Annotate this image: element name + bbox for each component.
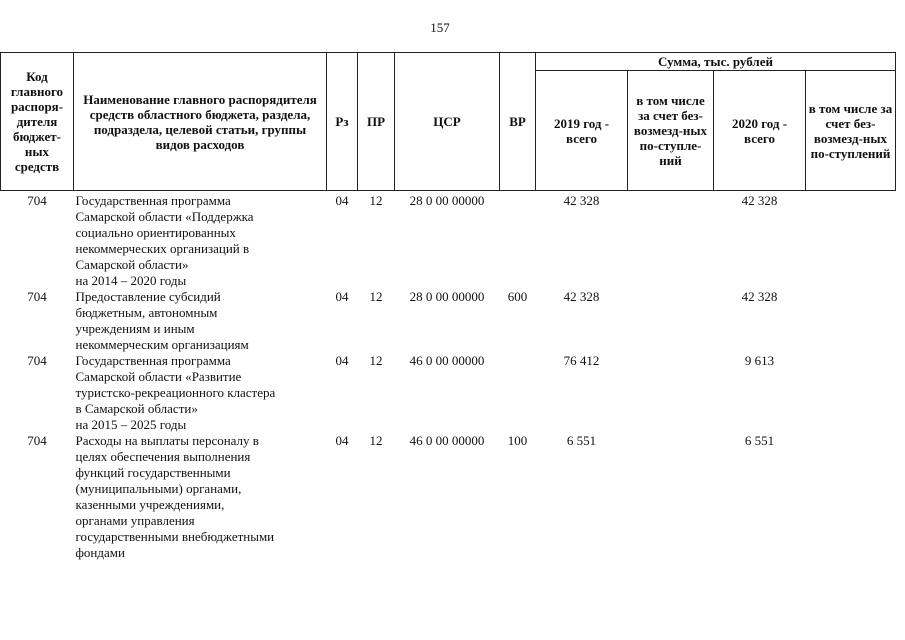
row-2020-total: 9 613 bbox=[744, 353, 775, 368]
row-2020-free bbox=[806, 353, 896, 433]
header-2020-total: 2020 год - всего bbox=[714, 71, 806, 191]
header-csr: ЦСР bbox=[395, 53, 500, 191]
row-2019-free bbox=[628, 191, 714, 290]
header-sum-group: Сумма, тыс. рублей bbox=[536, 53, 896, 71]
header-rz: Рз bbox=[327, 53, 358, 191]
row-name: Расходы на выплаты персоналу в целях обеспечения выполнения функций государственными (муниципальными) органами, казенными учреждениями, органами управления государственными внебюджетными фондами bbox=[75, 433, 275, 560]
row-name: Государственная программа Самарской области «Развитие туристско-рекреационного кластера в Самарской области» на 2015 – 2025 годы bbox=[75, 353, 276, 432]
row-2019-free bbox=[628, 433, 714, 561]
row-vr: 100 bbox=[507, 433, 528, 448]
row-2019-total: 42 328 bbox=[563, 193, 600, 208]
header-code: Код главного распоря-дителя бюджет-ных средств bbox=[1, 53, 74, 191]
row-2019-free bbox=[628, 289, 714, 353]
row-name: Государственная программа Самарской области «Поддержка социально ориентированных некоммерческих организаций в Самарской области» на 2014 – 2020 годы bbox=[75, 193, 254, 288]
header-pr: ПР bbox=[358, 53, 395, 191]
header-2019-total: 2019 год - всего bbox=[536, 71, 628, 191]
row-2019-total: 76 412 bbox=[563, 353, 600, 368]
row-csr: 28 0 00 00000 bbox=[409, 289, 485, 304]
row-code: 704 bbox=[27, 433, 47, 448]
row-2020-total: 6 551 bbox=[744, 433, 775, 448]
row-rz: 04 bbox=[335, 193, 349, 208]
row-2020-free bbox=[806, 289, 896, 353]
row-pr: 12 bbox=[369, 353, 383, 368]
header-2019-free: в том числе за счет без-возмезд-ных по-ступле-ний bbox=[628, 71, 714, 191]
header-vr: ВР bbox=[500, 53, 536, 191]
row-rz: 04 bbox=[335, 433, 349, 448]
row-vr bbox=[500, 191, 536, 290]
row-rz: 04 bbox=[335, 353, 349, 368]
row-code: 704 bbox=[27, 353, 47, 368]
row-pr: 12 bbox=[369, 433, 383, 448]
row-2019-total: 6 551 bbox=[566, 433, 597, 448]
row-2020-free bbox=[806, 191, 896, 290]
row-code: 704 bbox=[27, 193, 47, 208]
header-name: Наименование главного распорядителя средств областного бюджета, раздела, подраздела, целевой статьи, группы видов расходов bbox=[74, 53, 327, 191]
row-2019-free bbox=[628, 353, 714, 433]
table-row bbox=[1, 353, 896, 433]
row-vr bbox=[500, 353, 536, 433]
row-2019-total: 42 328 bbox=[563, 289, 600, 304]
page-number: 157 bbox=[430, 20, 450, 35]
row-pr: 12 bbox=[369, 193, 383, 208]
row-name: Предоставление субсидий бюджетным, автономным учреждениям и иным некоммерческим организациям bbox=[75, 289, 249, 352]
budget-table bbox=[0, 52, 896, 561]
row-csr: 46 0 00 00000 bbox=[409, 353, 485, 368]
header-2020-free: в том числе за счет без-возмезд-ных по-ступлений bbox=[806, 71, 896, 191]
table-row bbox=[1, 191, 896, 290]
row-csr: 46 0 00 00000 bbox=[409, 433, 485, 448]
table-row bbox=[1, 433, 896, 561]
row-2020-free bbox=[806, 433, 896, 561]
row-rz: 04 bbox=[335, 289, 349, 304]
row-csr: 28 0 00 00000 bbox=[409, 193, 485, 208]
row-pr: 12 bbox=[369, 289, 383, 304]
row-code: 704 bbox=[27, 289, 47, 304]
row-2020-total: 42 328 bbox=[741, 289, 778, 304]
table-row bbox=[1, 289, 896, 353]
row-vr: 600 bbox=[507, 289, 528, 304]
row-2020-total: 42 328 bbox=[741, 193, 778, 208]
